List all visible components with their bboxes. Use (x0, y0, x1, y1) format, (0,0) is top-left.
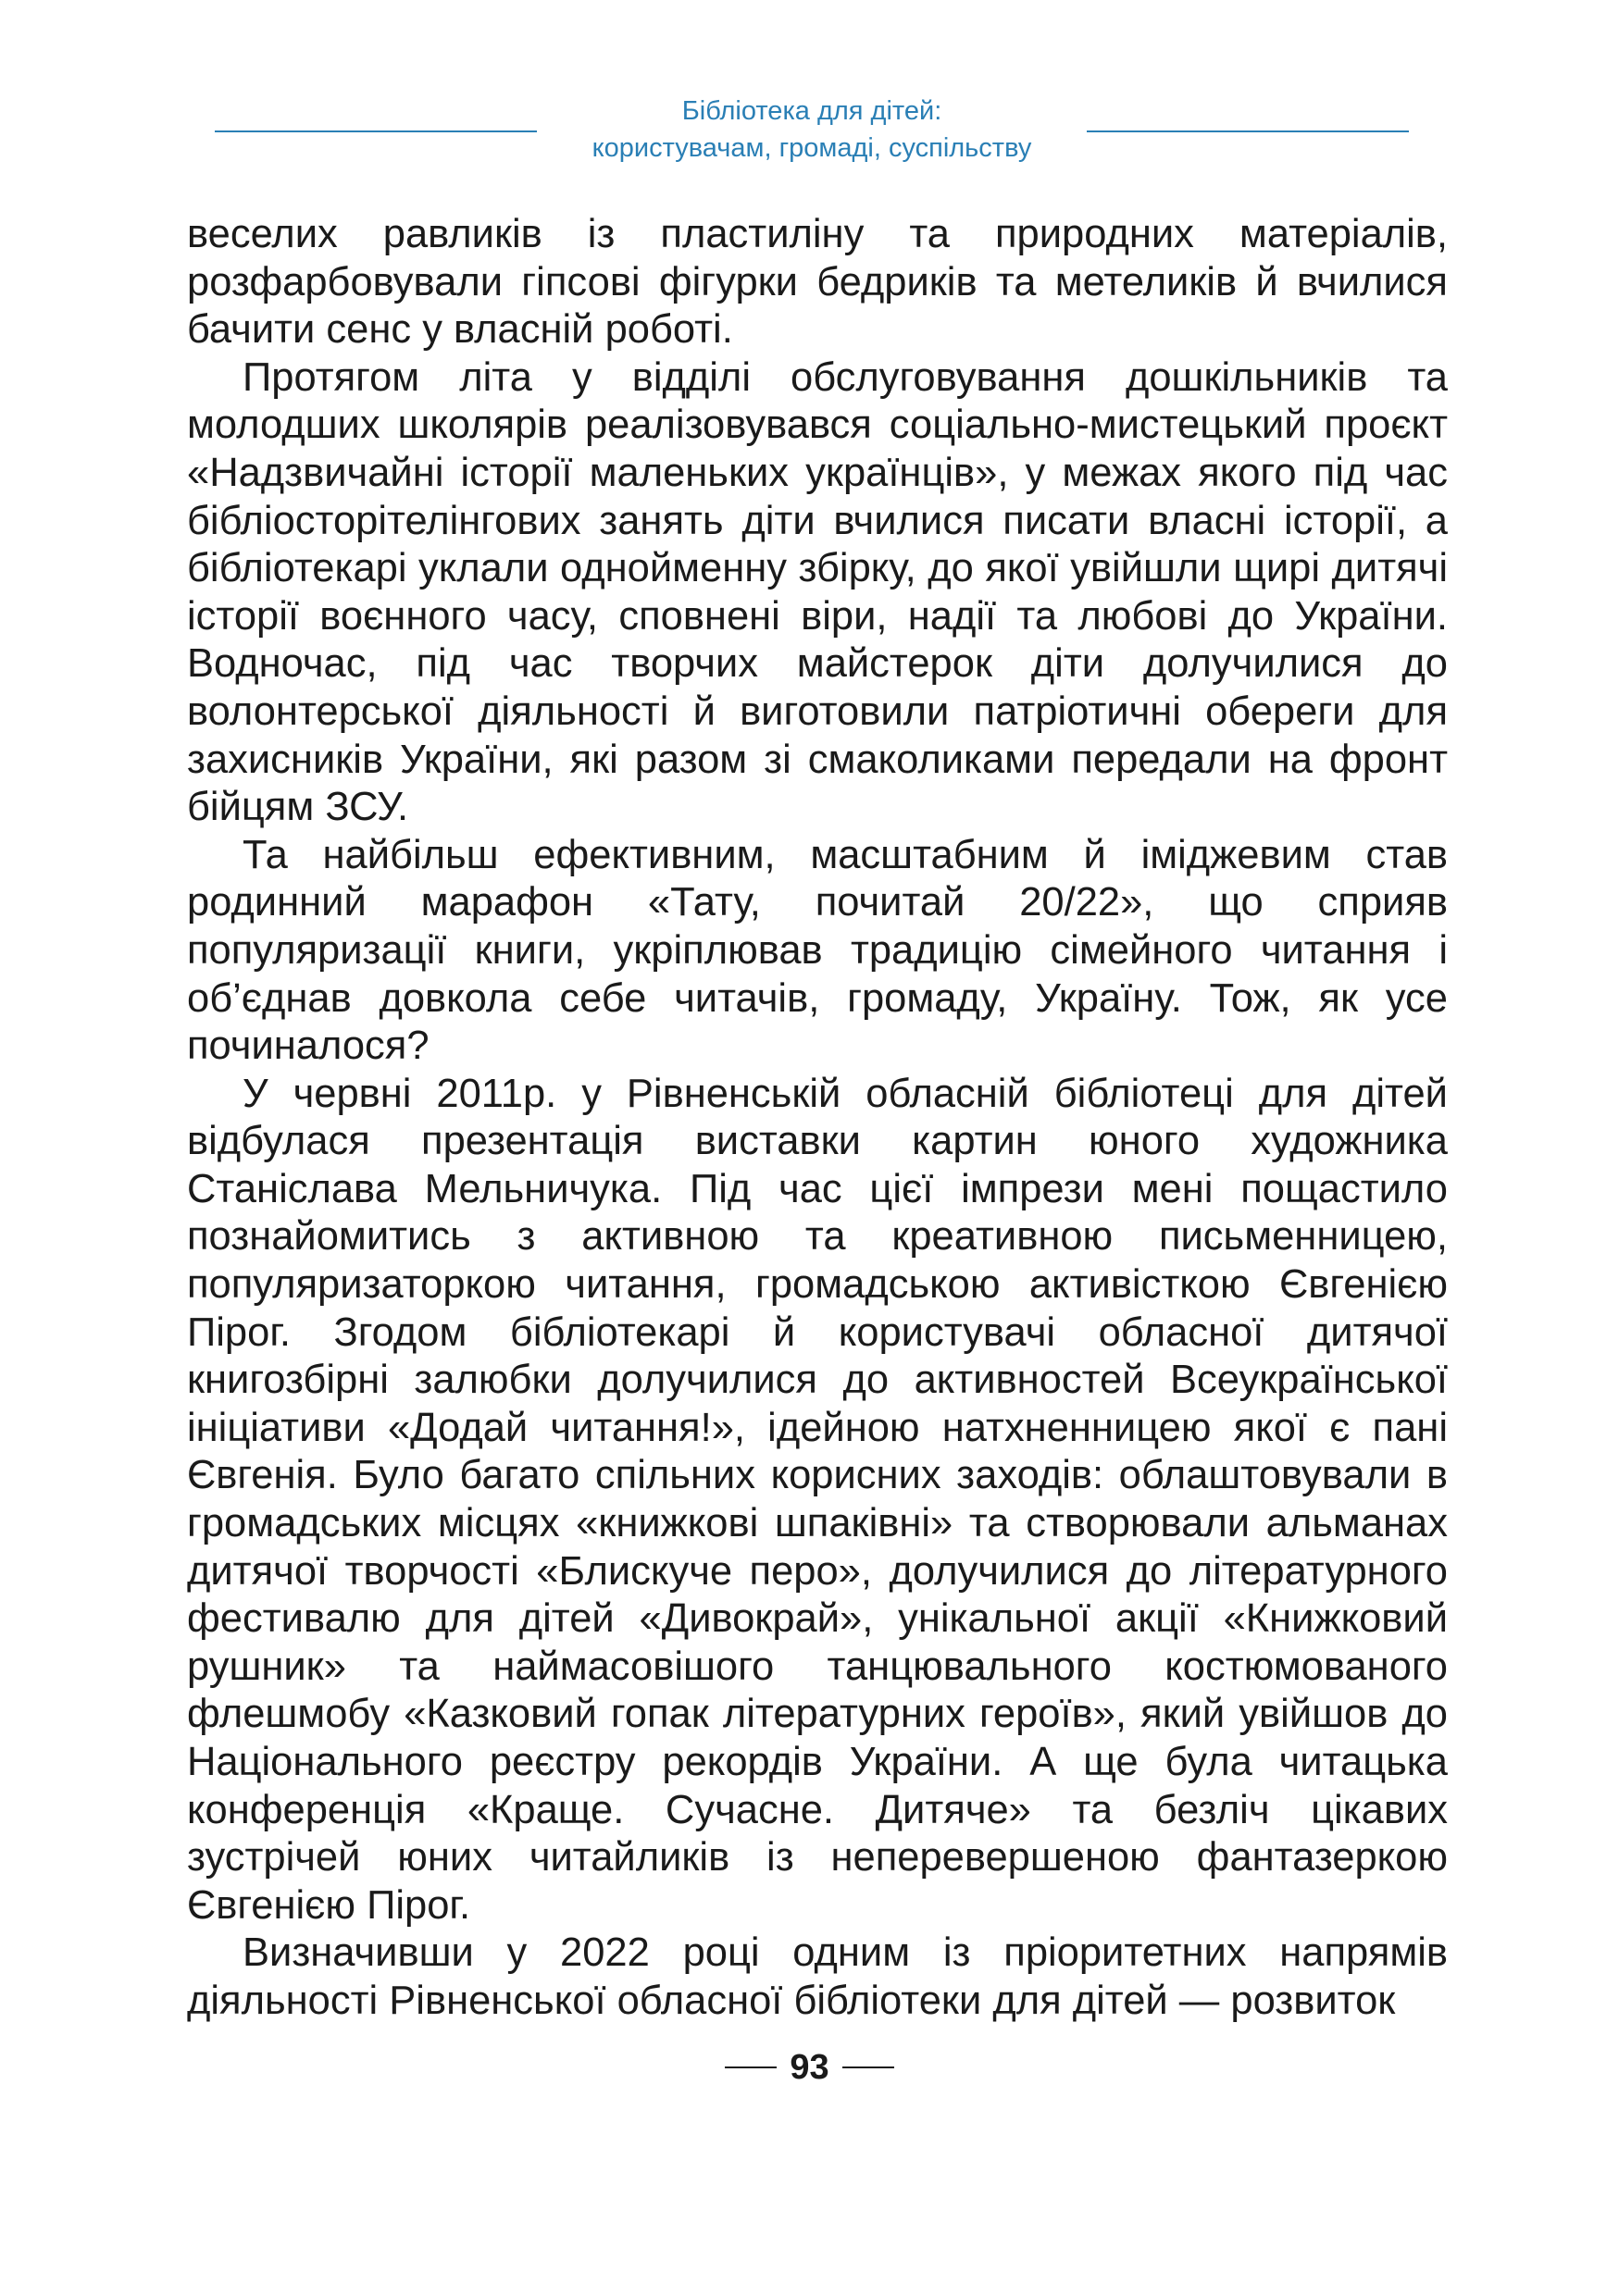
running-header-title (215, 93, 1409, 167)
paragraph-1: веселих равликів із пластиліну та природних матеріалів, розфарбовували гіпсові фігурки бедриків та метеликів й вчилися бачити сенс у власній роботі. (187, 212, 1448, 353)
header-title-line-1: Бібліотека для дітей: (681, 96, 942, 126)
running-header (215, 93, 1409, 167)
paragraph-5: Визначивши у 2022 році одним із пріоритетних напрямів діяльності Рівненської обласної бібліотеки для дітей — розвиток (187, 1930, 1448, 2023)
folio-dash-right (842, 2066, 894, 2068)
folio-dash-left (725, 2066, 777, 2068)
header-title-line-2: користувачам, громаді, суспільству (592, 133, 1032, 163)
paragraph-4: У червні 2011р. у Рівненській обласній бібліотеці для дітей відбулася презентація виставки картин юного художника Станіслава Мельничука. Під час цієї імпрези мені пощастило познайомитись з активною та креативною письменницею, популяризаторкою читання, громадською активісткою Євгенією Пірог. Згодом бібліотекарі й користувачі обласної дитячої книгозбірні залюбки долучилися до активностей Всеукраїнської ініціативи «Додай читання!», ідейною натхненницею якої є пані Євгенія. Було багато спільних корисних заходів: облаштовували в громадських місцях «книжкові шпаківні» та створювали альманах дитячої творчості «Блискуче перо», долучилися до літературного фестивалю для дітей «Дивокрай», унікальної акції «Книжковий рушник» та наймасовішого танцювального костюмованого флешмобу «Казковий гопак літературних героїв», який увійшов до Національного реєстру рекордів України. А ще була читацька конференція «Краще. Сучасне. Дитяче» та безліч цікавих зустрічей юних читайликів із неперевершеною фантазеркою Євгенією Пірог. (187, 1071, 1448, 1928)
body-text (187, 211, 1448, 2026)
folio (725, 2045, 893, 2090)
page-footer (0, 2045, 1619, 2090)
header-rule-right (1087, 130, 1409, 132)
paragraph-2: Протягом літа у відділі обслуговування дошкільників та молодших школярів реалізовувався соціально-мистецький проєкт «Надзвичайні історії маленьких українців», у межах якого під час бібліосторітелінгових занять діти вчилися писати власні історії, а бібліотекарі уклали однойменну збірку, до якої увійшли щирі дитячі історії воєнного часу, сповнені віри, надії та любові до України. Водночас, під час творчих майстерок діти долучилися до волонтерської діяльності й виготовили патріотичні обереги для захисників України, які разом зі смаколиками передали на фронт бійцям ЗСУ. (187, 354, 1448, 830)
paragraph-3: Та найбільш ефективним, масштабним й іміджевим став родинний марафон «Тату, почитай 20/22», що сприяв популяризації книги, укріплював традицію сімейного читання і об’єднав довкола себе читачів, громаду, Україну. Тож, як усе починалося? (187, 832, 1448, 1069)
page-number: 93 (790, 2048, 829, 2087)
